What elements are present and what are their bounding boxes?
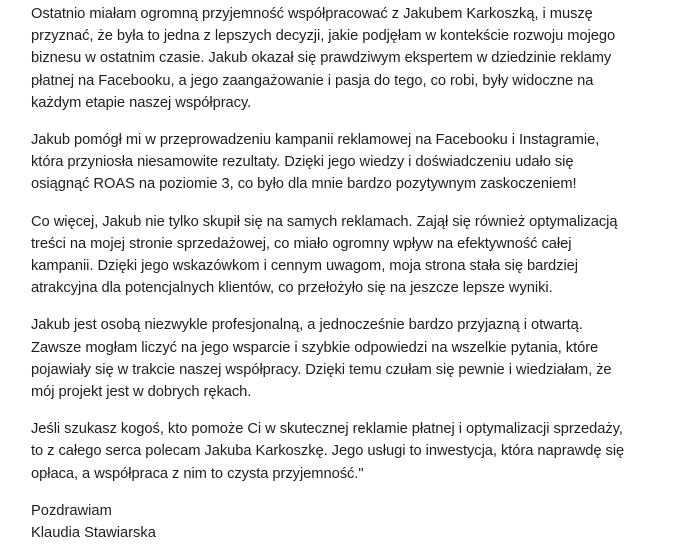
signature-closing: Pozdrawiam (31, 502, 112, 519)
signature-author: Klaudia Stawiarska (31, 525, 156, 542)
post-paragraph-4: Jakub jest osobą niezwykle profesjonalną, a jednocześnie bardzo przyjazną i otwartą. Zawsze mogłam liczyć na jego wsparcie i szybkie odpowiedzi na wszelkie pytania, które pojawiały się w trakcie naszej współpracy. Dzięki temu czułam się pewnie i wiedziałam, że mój projekt jest w dobrych rękach. (31, 317, 612, 401)
post-paragraph-2: Jakub pomógł mi w przeprowadzeniu kampanii reklamowej na Facebooku i Instagramie, która przyniosła niesamowite rezultaty. Dzięki jego wiedzy i doświadczeniu udało się osiągnąć ROAS na poziomie 3, co było dla mnie bardzo pozytywnym zaskoczeniem! (31, 132, 600, 193)
post-paragraph-3: Co więcej, Jakub nie tylko skupił się na samych reklamach. Zajął się również optymalizacją treści na mojej stronie sprzedażowej, co miało ogromny wpływ na efektywność całej kampanii. Dzięki jego wskazówkom i cennym uwagom, moja strona stała się bardziej atrakcyjna dla potencjalnych klientów, co przełożyło się na jeszcze lepsze wyniki. (31, 213, 618, 297)
post-paragraph-5: Jeśli szukasz kogoś, kto pomoże Ci w skutecznej reklamie płatnej i optymalizacji sprzedaży, to z całego serca polecam Jakuba Karkoszkę. Jego usługi to inwestycja, która naprawdę się opłaca, a współpraca z nim to czysta przyjemność." (31, 421, 625, 482)
signature (31, 500, 634, 544)
post-paragraph-1: Ostatnio miałam ogromną przyjemność współpracować z Jakubem Karkoszką, i muszę przyznać, że była to jedna z lepszych decyzji, jakie podjęłam w kontekście rozwoju mojego biznesu w ostatnim czasie. Jakub okazał się prawdziwym ekspertem w dziedzinie reklamy płatnej na Facebooku, a jego zaangażowanie i pasja do tego, co robi, były widoczne na każdym etapie naszej współpracy. (31, 6, 616, 111)
